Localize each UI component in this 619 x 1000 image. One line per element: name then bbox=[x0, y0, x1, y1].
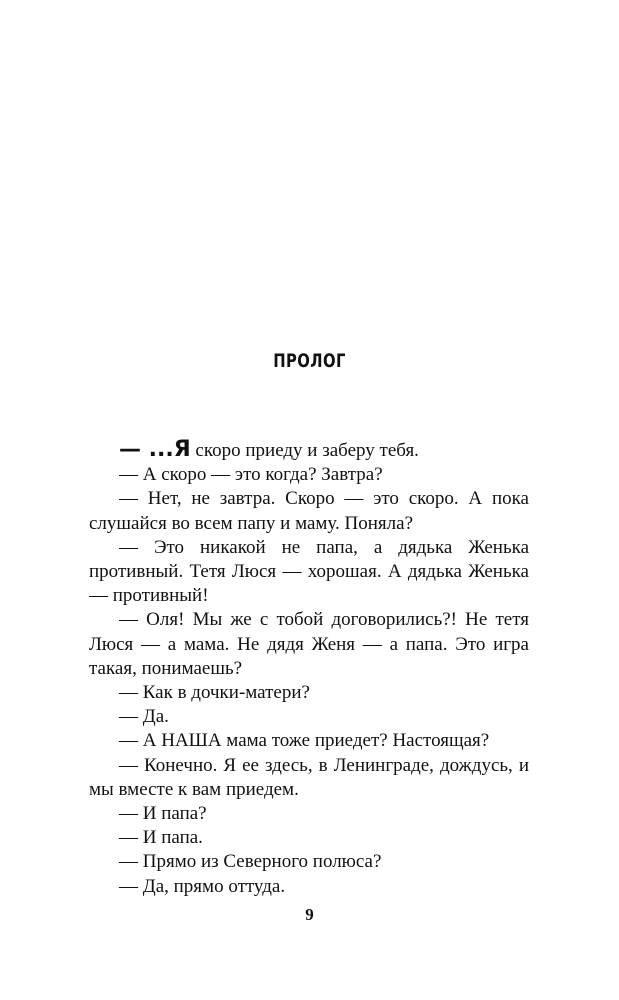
paragraph-12: — Прямо из Северного полюса? bbox=[119, 851, 382, 873]
paragraph-13: — Да, прямо оттуда. bbox=[119, 875, 286, 897]
body-text bbox=[89, 438, 529, 899]
paragraph-5: — Оля! Мы же с тобой договорились?! Не тетя Люся — а мама. Не дядя Женя — а папа. Это игра такая, понимаешь? bbox=[89, 609, 529, 679]
paragraph-2: — А скоро — это когда? Завтра? bbox=[119, 464, 383, 486]
paragraph-1 bbox=[89, 438, 529, 463]
paragraph-6: — Как в дочки-матери? bbox=[119, 682, 310, 704]
paragraph-1-text: скоро приеду и заберу тебя. bbox=[190, 440, 419, 461]
paragraph-10: — И папа? bbox=[119, 803, 207, 825]
paragraph-3: — Нет, не завтра. Скоро — это скоро. А пока слушайся во всем папу и маму. Поняла? bbox=[89, 488, 529, 534]
chapter-title: ПРОЛОГ bbox=[273, 350, 346, 372]
paragraph-8: — А НАША мама тоже приедет? Настоящая? bbox=[119, 730, 490, 752]
paragraph-lead: — ...Я bbox=[119, 437, 191, 462]
paragraph-11: — И папа. bbox=[119, 827, 203, 849]
paragraph-7: — Да. bbox=[119, 706, 169, 728]
paragraph-9: — Конечно. Я ее здесь, в Ленинграде, дождусь, и мы вместе к вам приедем. bbox=[89, 754, 529, 800]
paragraph-4: — Это никакой не папа, а дядька Женька противный. Тетя Люся — хорошая. А дядька Женька — противный! bbox=[89, 536, 529, 607]
page-number: 9 bbox=[305, 905, 314, 924]
